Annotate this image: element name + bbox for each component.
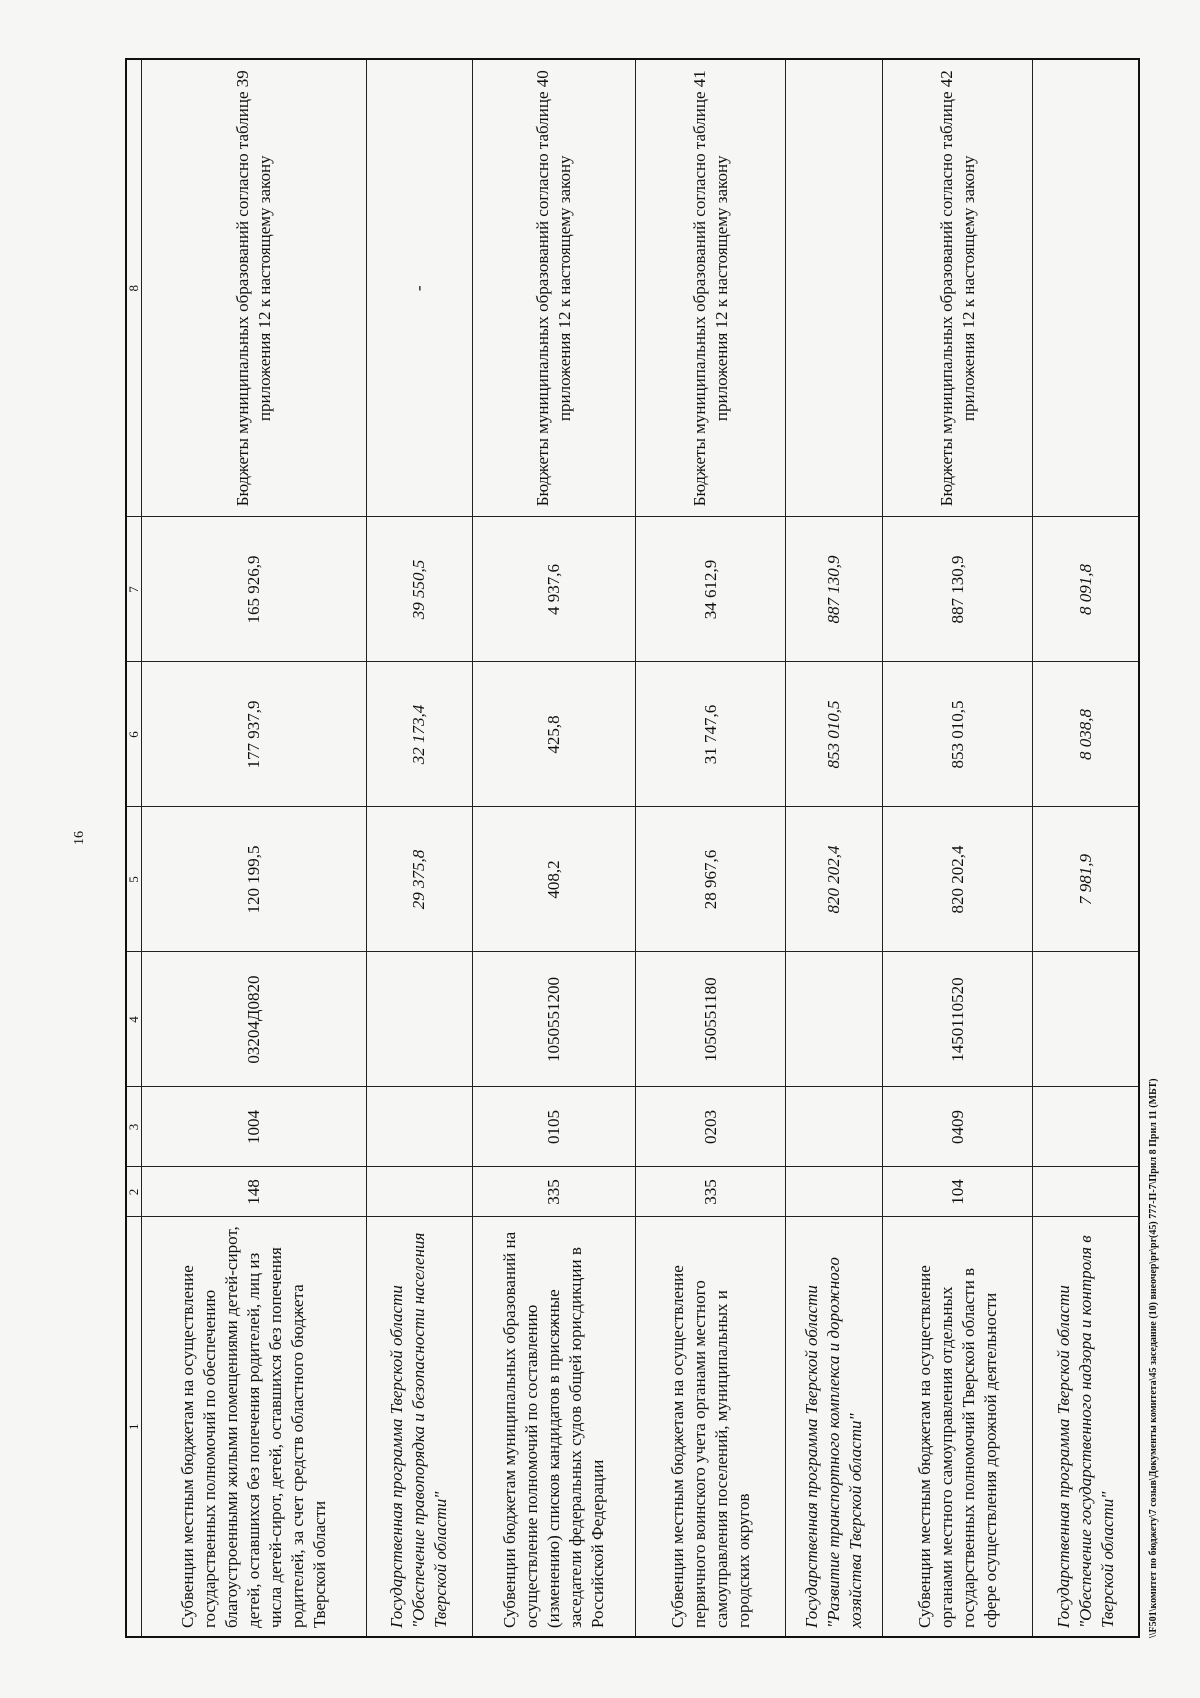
cell-c2: 104 — [883, 1167, 1033, 1217]
table-row — [142, 59, 367, 1637]
cell-c5: 820 202,4 — [883, 807, 1033, 952]
budget-table — [125, 58, 1140, 1638]
column-header: 1 — [126, 1217, 142, 1637]
cell-c3: 0409 — [883, 1087, 1033, 1167]
cell-c7: 34 612,9 — [636, 517, 786, 662]
cell-c2: 148 — [142, 1167, 367, 1217]
cell-c2: 335 — [636, 1167, 786, 1217]
cell-c5: 120 199,5 — [142, 807, 367, 952]
cell-c3: 0105 — [472, 1087, 635, 1167]
table-row — [1033, 59, 1139, 1637]
cell-c8 — [1033, 59, 1139, 517]
cell-c8: - — [366, 59, 472, 517]
row-name: Государственная программа Тверской области "Обеспечение государственного надзора и контроля в Тверской области" — [1033, 1217, 1139, 1637]
cell-c7: 887 130,9 — [786, 517, 883, 662]
footer-file-path: \\F501\комитет по бюджету\7 созыв\Документы комитета\45 заседание (10) внеочер\pr\pr(45) 777-П-7\Прил 8 Прил 11 (МБТ) — [1148, 1078, 1159, 1638]
row-name: Государственная программа Тверской области "Развитие транспортного комплекса и дорожного хозяйства Тверской области" — [786, 1217, 883, 1637]
cell-c3 — [786, 1087, 883, 1167]
table-row — [366, 59, 472, 1637]
cell-c4 — [366, 952, 472, 1087]
row-name: Субвенции бюджетам муниципальных образований на осуществление полномочий по составлению (изменению) списков кандидатов в присяжные заседатели федеральных судов общей юрисдикции в Российской Федерации — [472, 1217, 635, 1637]
cell-c7: 8 091,8 — [1033, 517, 1139, 662]
column-header: 3 — [126, 1087, 142, 1167]
cell-c6: 8 038,8 — [1033, 662, 1139, 807]
column-header: 4 — [126, 952, 142, 1087]
cell-c4 — [786, 952, 883, 1087]
cell-c6: 177 937,9 — [142, 662, 367, 807]
cell-c6: 32 173,4 — [366, 662, 472, 807]
row-name: Государственная программа Тверской области "Обеспечение правопорядка и безопасности населения Тверской области" — [366, 1217, 472, 1637]
table-row — [472, 59, 635, 1637]
cell-c2: 335 — [472, 1167, 635, 1217]
column-header: 2 — [126, 1167, 142, 1217]
cell-c7: 4 937,6 — [472, 517, 635, 662]
page-number: 16 — [72, 831, 87, 845]
column-number-row — [126, 59, 142, 1637]
cell-c4: 03204Д0820 — [142, 952, 367, 1087]
cell-c8: Бюджеты муниципальных образований согласно таблице 41 приложения 12 к настоящему закону — [636, 59, 786, 517]
cell-c3 — [366, 1087, 472, 1167]
cell-c3: 0203 — [636, 1087, 786, 1167]
column-header: 5 — [126, 807, 142, 952]
cell-c2 — [366, 1167, 472, 1217]
cell-c6: 853 010,5 — [883, 662, 1033, 807]
row-name: Субвенции местным бюджетам на осуществление государственных полномочий по обеспечению благоустроенными жилыми помещениями детей-сирот, детей, оставшихся без попечения родителей, лиц из числа детей-сирот, детей, оставшихся без попечения родителей, за счет средств областного бюджета Тверской области — [142, 1217, 367, 1637]
cell-c7: 165 926,9 — [142, 517, 367, 662]
cell-c5: 7 981,9 — [1033, 807, 1139, 952]
cell-c3: 1004 — [142, 1087, 367, 1167]
cell-c4: 1050551180 — [636, 952, 786, 1087]
cell-c2 — [786, 1167, 883, 1217]
row-name: Субвенции местным бюджетам на осуществление органами местного самоуправления отдельных государственных полномочий Тверской области в сфере осуществления дорожной деятельности — [883, 1217, 1033, 1637]
cell-c4 — [1033, 952, 1139, 1087]
cell-c5: 28 967,6 — [636, 807, 786, 952]
cell-c7: 887 130,9 — [883, 517, 1033, 662]
cell-c5: 408,2 — [472, 807, 635, 952]
cell-c6: 31 747,6 — [636, 662, 786, 807]
cell-c8: Бюджеты муниципальных образований согласно таблице 40 приложения 12 к настоящему закону — [472, 59, 635, 517]
column-header: 7 — [126, 517, 142, 662]
cell-c7: 39 550,5 — [366, 517, 472, 662]
cell-c8: Бюджеты муниципальных образований согласно таблице 42 приложения 12 к настоящему закону — [883, 59, 1033, 517]
cell-c4: 1450110520 — [883, 952, 1033, 1087]
cell-c4: 1050551200 — [472, 952, 635, 1087]
cell-c3 — [1033, 1087, 1139, 1167]
table-row — [636, 59, 786, 1637]
column-header: 8 — [126, 59, 142, 517]
cell-c5: 820 202,4 — [786, 807, 883, 952]
column-header: 6 — [126, 662, 142, 807]
cell-c8 — [786, 59, 883, 517]
table-row — [786, 59, 883, 1637]
cell-c6: 425,8 — [472, 662, 635, 807]
cell-c6: 853 010,5 — [786, 662, 883, 807]
row-name: Субвенции местным бюджетам на осуществление первичного воинского учета органами местного самоуправления поселений, муниципальных и городских округов — [636, 1217, 786, 1637]
cell-c5: 29 375,8 — [366, 807, 472, 952]
cell-c2 — [1033, 1167, 1139, 1217]
cell-c8: Бюджеты муниципальных образований согласно таблице 39 приложения 12 к настоящему закону — [142, 59, 367, 517]
table-row — [883, 59, 1033, 1637]
